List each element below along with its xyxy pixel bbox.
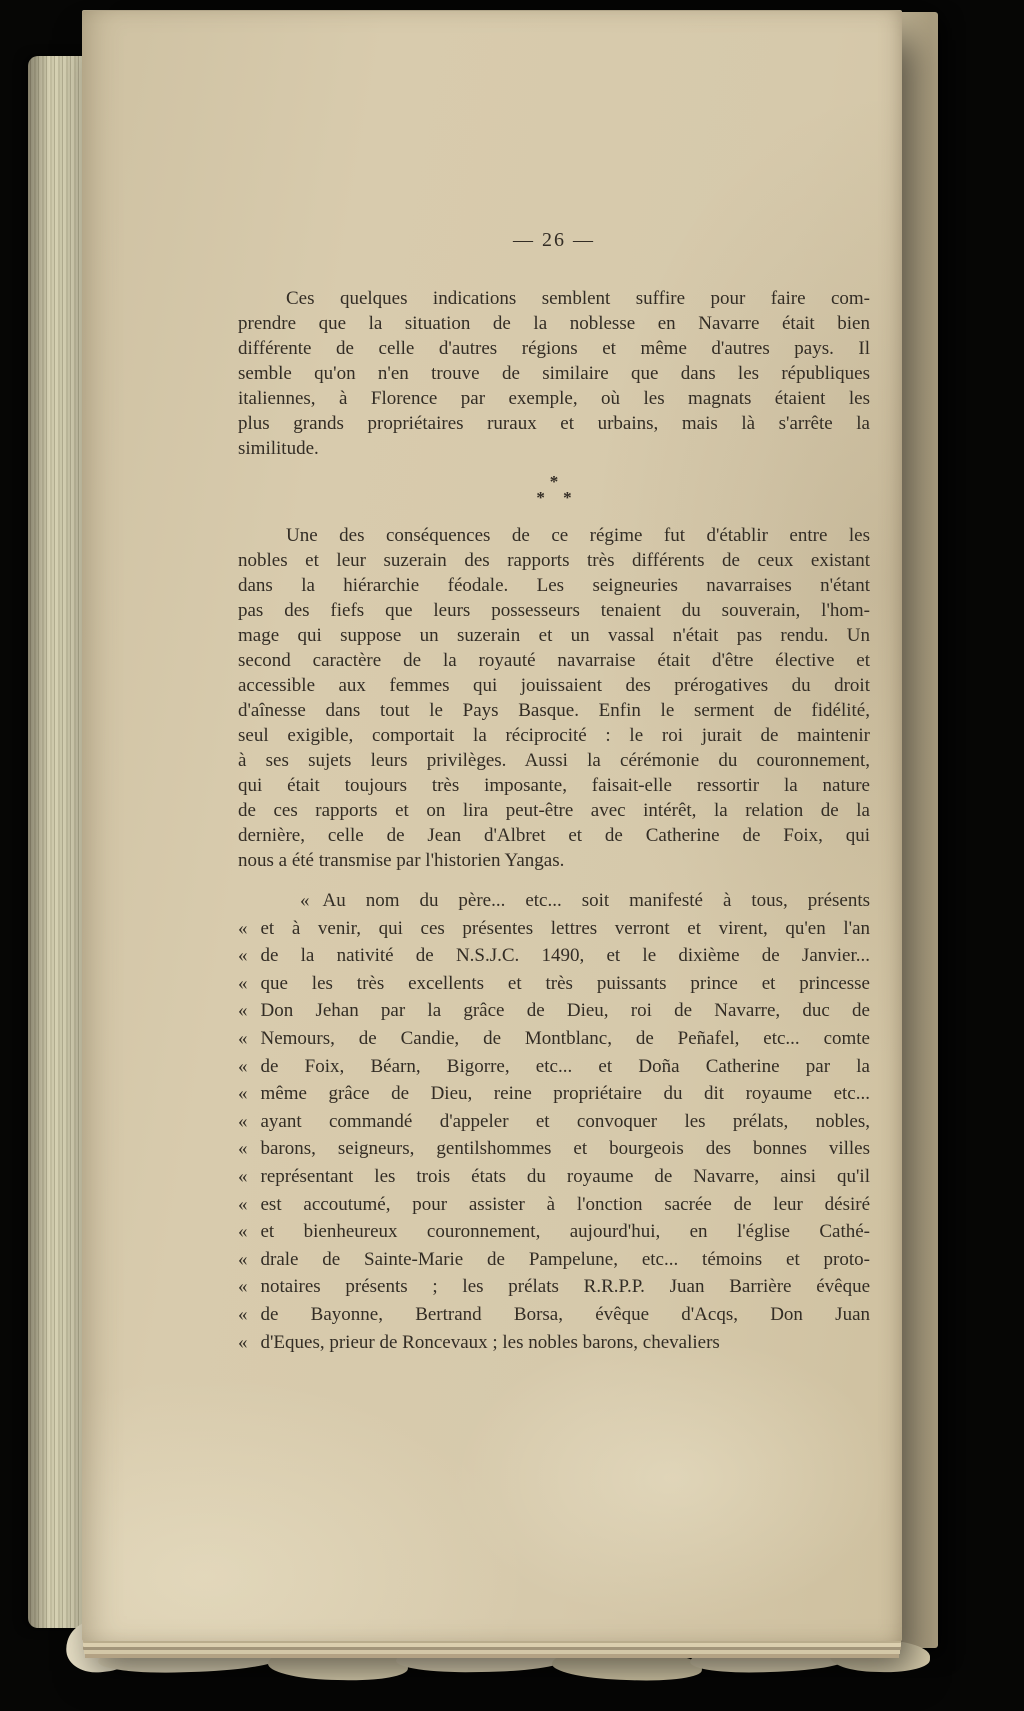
guillemet-mark: « bbox=[238, 1221, 248, 1243]
guillemet-mark: « bbox=[238, 1110, 248, 1132]
text-line: second caractère de la royauté navarraise était d'être élective et bbox=[238, 650, 870, 671]
deckle-edge bbox=[268, 1646, 409, 1682]
asterisk-top: * bbox=[549, 472, 559, 491]
text-line: dans la hiérarchie féodale. Les seigneuries navarraises n'étant bbox=[238, 575, 870, 596]
quote-line-text: barons, seigneurs, gentilshommes et bourgeois des bonnes villes bbox=[260, 1138, 870, 1160]
quote-line-text: Don Jehan par la grâce de Dieu, roi de Navarre, duc de bbox=[260, 1000, 870, 1022]
quote-line bbox=[238, 1135, 870, 1163]
book-spine-page-edges bbox=[28, 56, 90, 1628]
quote-line bbox=[238, 997, 870, 1025]
page-number: — 26 — bbox=[513, 229, 595, 251]
guillemet-mark: « bbox=[238, 1331, 248, 1353]
text-line: nous a été transmise par l'historien Yangas. bbox=[238, 850, 565, 871]
quote-line bbox=[238, 1329, 870, 1357]
quote-line-text: ayant commandé d'appeler et convoquer les prélats, nobles, bbox=[260, 1110, 870, 1132]
quote-line bbox=[238, 1301, 870, 1329]
text-line: mage qui suppose un suzerain et un vassal n'était pas rendu. Un bbox=[238, 625, 870, 646]
text-line: prendre que la situation de la noblesse en Navarre était bien bbox=[238, 313, 870, 334]
quote-line bbox=[238, 1273, 870, 1301]
guillemet-mark: « bbox=[238, 1193, 248, 1215]
quote-line-text: Au nom du père... etc... soit manifesté à tous, présents bbox=[322, 890, 870, 911]
quoted-passage bbox=[238, 887, 870, 1356]
guillemet-mark: « bbox=[238, 1138, 248, 1160]
text-line: seul exigible, comportait la réciprocité : le roi jurait de maintenir bbox=[238, 725, 870, 746]
quote-line bbox=[238, 915, 870, 943]
quote-line bbox=[238, 1246, 870, 1274]
quote-line bbox=[238, 1163, 870, 1191]
text-line: similitude. bbox=[238, 438, 319, 459]
quote-line bbox=[238, 1108, 870, 1136]
quote-line bbox=[238, 1080, 870, 1108]
quote-line bbox=[238, 1218, 870, 1246]
quote-line bbox=[238, 1191, 870, 1219]
text-line: dernière, celle de Jean d'Albret et de Catherine de Foix, qui bbox=[238, 825, 870, 846]
quote-line bbox=[238, 942, 870, 970]
asterisk-bottom: * * bbox=[536, 488, 579, 507]
text-line: semble qu'on n'en trouve de similaire que dans les républiques bbox=[238, 363, 870, 384]
guillemet-mark: « bbox=[238, 1276, 248, 1298]
text-line: de ces rapports et on lira peut-être avec intérêt, la relation de la bbox=[238, 800, 870, 821]
text-line: accessible aux femmes qui jouissaient des prérogatives du droit bbox=[238, 675, 870, 696]
guillemet-mark: « bbox=[238, 1055, 248, 1077]
quote-line-text: d'Eques, prieur de Roncevaux ; les nobles barons, chevaliers bbox=[260, 1331, 720, 1353]
quote-line bbox=[238, 1053, 870, 1081]
guillemet-mark: « bbox=[238, 1027, 248, 1049]
guillemet-mark: « bbox=[238, 1303, 248, 1325]
quote-line-text: et bienheureux couronnement, aujourd'hui, en l'église Cathé- bbox=[260, 1221, 870, 1243]
page-text-block bbox=[238, 229, 870, 1356]
quote-line bbox=[238, 887, 870, 915]
quote-line-text: représentant les trois états du royaume de Navarre, ainsi qu'il bbox=[260, 1165, 870, 1187]
quote-line bbox=[238, 970, 870, 998]
text-line: à ses sujets leurs privilèges. Aussi la cérémonie du couronnement, bbox=[238, 750, 870, 771]
text-line: Une des conséquences de ce régime fut d'établir entre les bbox=[286, 525, 870, 546]
deckle-edge bbox=[552, 1647, 703, 1682]
guillemet-mark: « bbox=[238, 1165, 248, 1187]
paragraph-2 bbox=[238, 523, 870, 873]
quote-line-text: est accoutumé, pour assister à l'onction sacrée de leur désiré bbox=[260, 1193, 870, 1215]
text-line: nobles et leur suzerain des rapports très différents de ceux existant bbox=[238, 550, 870, 571]
quote-line-text: drale de Sainte-Marie de Pampelune, etc... témoins et proto- bbox=[260, 1248, 870, 1270]
quote-line bbox=[238, 1025, 870, 1053]
asterisk-separator bbox=[238, 474, 870, 506]
paragraph-1 bbox=[238, 286, 870, 461]
guillemet-mark: « bbox=[238, 1083, 248, 1105]
deckle-edge bbox=[830, 1639, 931, 1673]
text-line: qui était toujours très imposante, faisait-elle ressortir la nature bbox=[238, 775, 870, 796]
quote-line-text: de Bayonne, Bertrand Borsa, évêque d'Acqs, Don Juan bbox=[260, 1303, 870, 1325]
text-line: italiennes, à Florence par exemple, où les magnats étaient les bbox=[238, 388, 870, 409]
quote-line-text: de Foix, Béarn, Bigorre, etc... et Doña Catherine par la bbox=[260, 1055, 870, 1077]
text-line: d'aînesse dans tout le Pays Basque. Enfin le serment de fidélité, bbox=[238, 700, 870, 721]
text-line: plus grands propriétaires ruraux et urbains, mais là s'arrête la bbox=[238, 413, 870, 434]
guillemet-mark: « bbox=[238, 1000, 248, 1022]
guillemet-mark: « bbox=[238, 917, 248, 939]
quote-line-text: que les très excellents et très puissants prince et princesse bbox=[260, 972, 870, 994]
text-line: Ces quelques indications semblent suffire pour faire com- bbox=[286, 288, 870, 309]
book-page bbox=[82, 10, 902, 1641]
guillemet-mark: « bbox=[238, 972, 248, 994]
quote-line-text: et à venir, qui ces présentes lettres verront et virent, qu'en l'an bbox=[260, 917, 870, 939]
guillemet-mark: « bbox=[238, 1248, 248, 1270]
quote-line-text: Nemours, de Candie, de Montblanc, de Peñafel, etc... comte bbox=[260, 1027, 870, 1049]
quote-line-text: même grâce de Dieu, reine propriétaire du dit royaume etc... bbox=[260, 1083, 870, 1105]
text-line: différente de celle d'autres régions et même d'autres pays. Il bbox=[238, 338, 870, 359]
quote-line-text: notaires présents ; les prélats R.R.P.P. Juan Barrière évêque bbox=[260, 1276, 870, 1298]
guillemet-mark: « bbox=[238, 945, 248, 967]
quote-line-text: de la nativité de N.S.J.C. 1490, et le dixième de Janvier... bbox=[260, 945, 870, 967]
text-line: pas des fiefs que leurs possesseurs tenaient du souverain, l'hom- bbox=[238, 600, 870, 621]
guillemet-mark: « bbox=[300, 890, 310, 911]
